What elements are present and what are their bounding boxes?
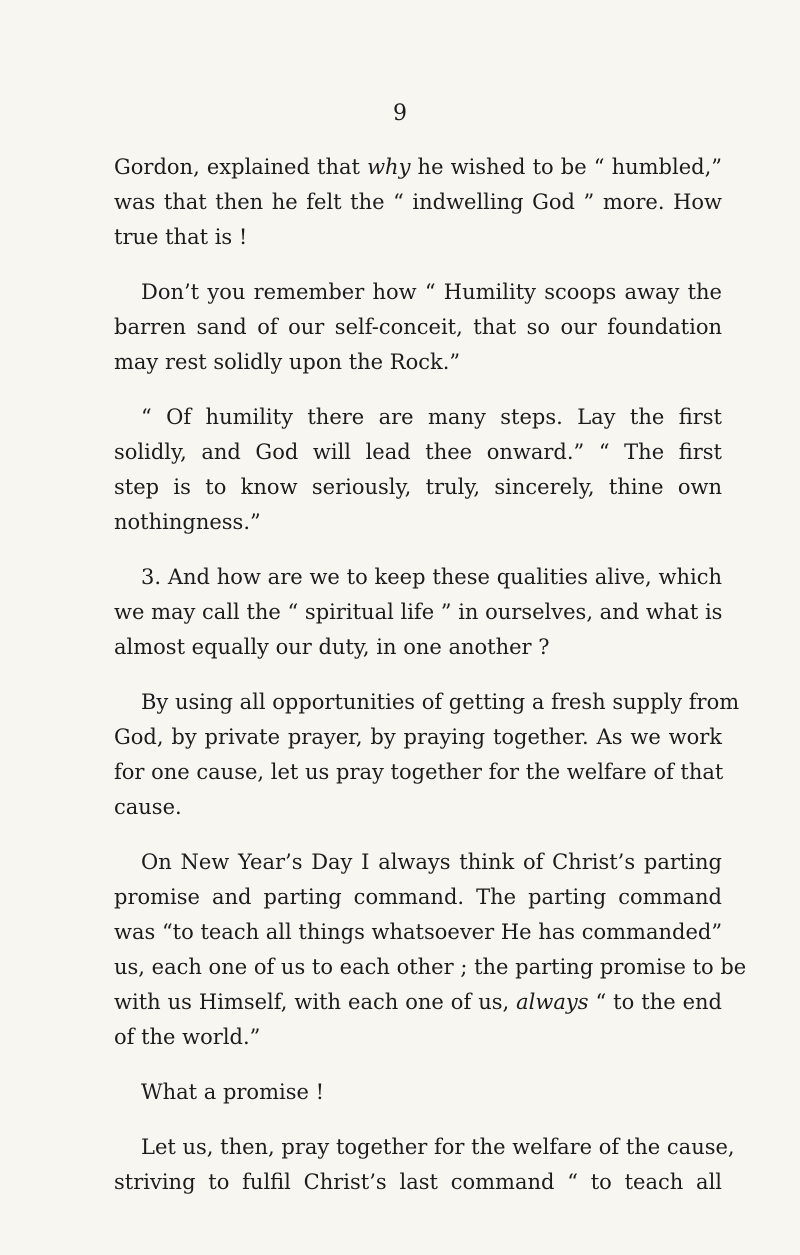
text-run: Let us, then, pray together for the welfare of the cause, xyxy=(141,1135,735,1159)
paragraph xyxy=(114,685,740,825)
paragraph xyxy=(114,1130,735,1200)
text-run: On New Year’s Day I always think of Christ’s parting xyxy=(141,850,722,874)
text-run: nothingness.” xyxy=(114,510,261,534)
text-line xyxy=(114,150,722,185)
text-run: God, by private prayer, by praying together. As we work xyxy=(114,725,722,749)
text-line xyxy=(114,435,722,470)
text-line xyxy=(114,950,747,985)
text-run: may rest solidly upon the Rock.” xyxy=(114,350,461,374)
paragraph-gap xyxy=(114,1055,722,1075)
text-run: “ to the end xyxy=(588,990,722,1014)
text-run: cause. xyxy=(114,795,182,819)
paragraph xyxy=(114,150,722,255)
text-line xyxy=(114,220,722,255)
text-line xyxy=(114,310,722,345)
paragraph-gap xyxy=(114,255,722,275)
text-line xyxy=(114,845,722,880)
text-run: step is to know seriously, truly, sincerely, thine own xyxy=(114,475,722,499)
text-line xyxy=(114,1165,722,1200)
text-run: he wished to be “ humbled,” xyxy=(410,155,722,179)
text-run: barren sand of our self-conceit, that so our foundation xyxy=(114,315,722,339)
italic-text: always xyxy=(516,990,589,1014)
text-line xyxy=(114,790,722,825)
text-run: us, each one of us to each other ; the parting promise to be xyxy=(114,955,747,979)
paragraph-gap xyxy=(114,380,722,400)
text-line xyxy=(114,185,722,220)
paragraph-gap xyxy=(114,825,722,845)
text-run: we may call the “ spiritual life ” in ourselves, and what is xyxy=(114,600,723,624)
paragraph xyxy=(114,845,747,1055)
text-run: Gordon, explained that xyxy=(114,155,368,179)
text-line xyxy=(114,685,740,720)
text-run: almost equally our duty, in one another ? xyxy=(114,635,550,659)
paragraph xyxy=(114,400,722,540)
text-line xyxy=(114,275,722,310)
text-line xyxy=(114,915,722,950)
text-line xyxy=(114,755,722,790)
text-run: Don’t you remember how “ Humility scoops away the xyxy=(141,280,722,304)
text-run: What a promise ! xyxy=(141,1080,325,1104)
text-line xyxy=(114,400,722,435)
body-text xyxy=(114,150,747,1200)
text-line xyxy=(114,1075,722,1110)
paragraph-gap xyxy=(114,540,722,560)
text-run: By using all opportunities of getting a fresh supply from xyxy=(141,690,740,714)
text-line xyxy=(114,985,722,1020)
paragraph-gap xyxy=(114,665,722,685)
text-run: was that then he felt the “ indwelling God ” more. How xyxy=(114,190,722,214)
text-run: promise and parting command. The parting command xyxy=(114,885,722,909)
paragraph xyxy=(114,275,722,380)
text-line xyxy=(114,1130,735,1165)
text-run: for one cause, let us pray together for the welfare of that xyxy=(114,760,724,784)
text-line xyxy=(114,1020,722,1055)
italic-text: why xyxy=(367,155,411,179)
text-line xyxy=(114,630,722,665)
text-run: striving to fulfil Christ’s last command “ to teach all xyxy=(114,1170,722,1194)
text-line xyxy=(114,560,722,595)
paragraph xyxy=(114,560,722,665)
text-run: solidly, and God will lead thee onward.” “ The first xyxy=(114,440,722,464)
paragraph xyxy=(114,1075,722,1110)
paragraph-gap xyxy=(114,1110,722,1130)
text-line xyxy=(114,505,722,540)
page-number: 9 xyxy=(393,101,407,126)
text-run: with us Himself, with each one of us, xyxy=(114,990,517,1014)
text-line xyxy=(114,345,722,380)
text-line xyxy=(114,720,722,755)
text-run: was “to teach all things whatsoever He has commanded” xyxy=(114,920,723,944)
text-line xyxy=(114,470,722,505)
text-line xyxy=(114,595,722,630)
text-run: “ Of humility there are many steps. Lay the first xyxy=(141,405,722,429)
text-run: 3. And how are we to keep these qualities alive, which xyxy=(141,565,722,589)
text-run: of the world.” xyxy=(114,1025,261,1049)
text-run: true that is ! xyxy=(114,225,248,249)
text-line xyxy=(114,880,722,915)
